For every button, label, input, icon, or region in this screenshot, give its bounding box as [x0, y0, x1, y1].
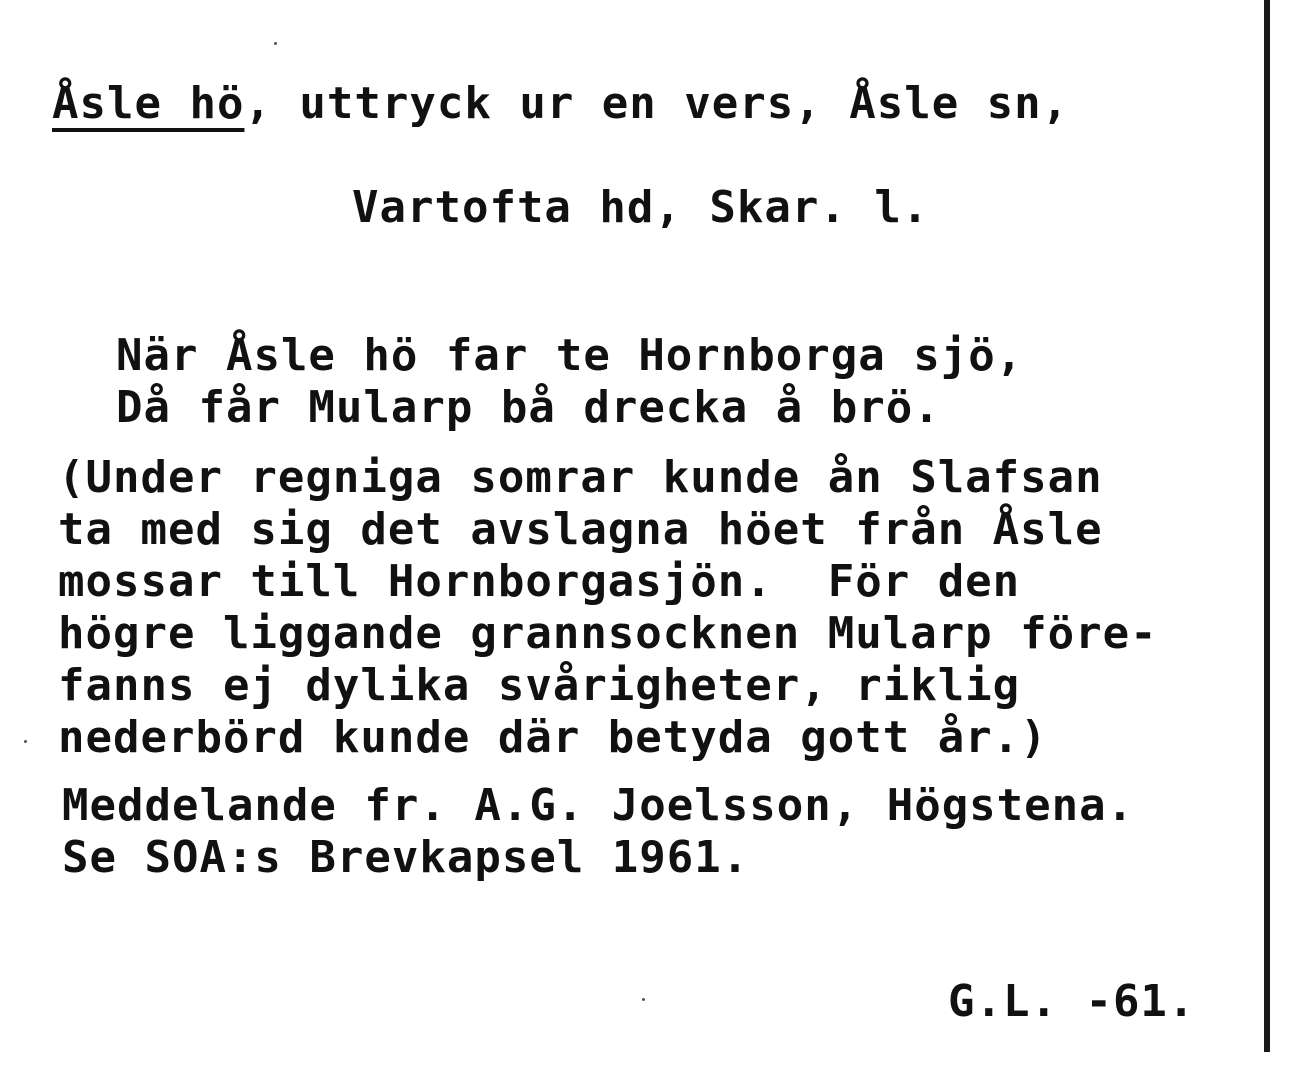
explanation-line: fanns ej dylika svårigheter, riklig — [58, 660, 1021, 711]
paper-speck — [24, 740, 27, 743]
explanation-line: ta med sig det avslagna höet från Åsle — [58, 504, 1103, 555]
paper-speck — [642, 998, 645, 1001]
card-edge — [1264, 0, 1270, 1052]
heading-line-2: Vartofta hd, Skar. l. — [352, 182, 930, 233]
explanation-line: nederbörd kunde där betyda gott år.) — [58, 712, 1048, 763]
explanation-line: högre liggande grannsocknen Mularp före- — [58, 608, 1158, 659]
explanation-line: mossar till Hornborgasjön. För den — [58, 556, 1021, 607]
source-line: Se SOA:s Brevkapsel 1961. — [62, 832, 750, 883]
headword: Åsle hö — [52, 78, 245, 129]
heading-line-1 — [52, 78, 1070, 129]
paper-speck — [274, 42, 277, 45]
signature: G.L. -61. — [948, 976, 1196, 1027]
heading-rest: , uttryck ur en vers, Åsle sn, — [244, 78, 1070, 129]
explanation-line: (Under regniga somrar kunde ån Slafsan — [58, 452, 1103, 503]
verse-line: När Åsle hö far te Hornborga sjö, — [116, 330, 1024, 381]
verse-line: Då får Mularp bå drecka å brö. — [116, 382, 941, 433]
source-line: Meddelande fr. A.G. Joelsson, Högstena. — [62, 780, 1135, 831]
